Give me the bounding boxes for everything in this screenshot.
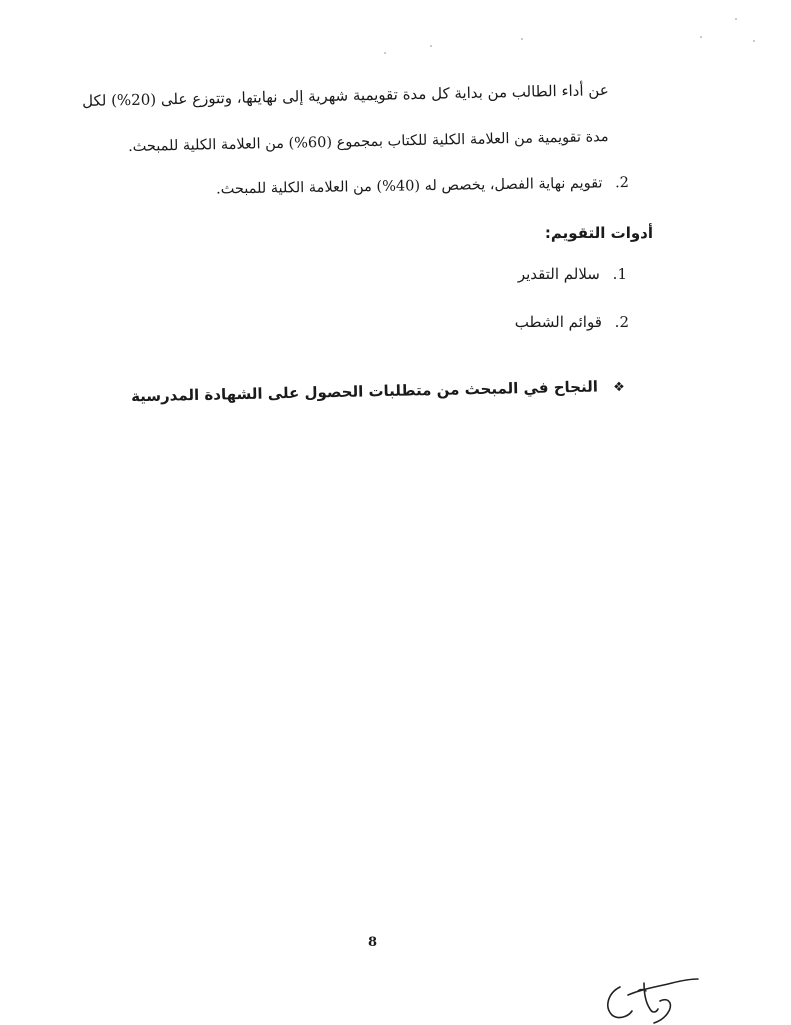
tool-item-2 (515, 313, 629, 331)
scan-speck (735, 18, 737, 20)
tool-item-1 (518, 265, 627, 283)
item-number: 2. (615, 175, 630, 192)
tool-number: 1. (612, 265, 627, 283)
page-number: 8 (368, 935, 378, 950)
scan-speck (521, 38, 523, 40)
handwritten-signature (598, 965, 708, 1025)
paragraph-line-2: مدة تقويمية من العلامة الكلية للكتاب بمجموع (60%) من العلامة الكلية للمبحث. (128, 129, 610, 156)
scan-speck (753, 40, 755, 42)
item-text: تقويم نهاية الفصل، يخصص له (40%) من العلامة الكلية للمبحث. (215, 175, 603, 198)
scan-speck (700, 36, 702, 38)
note-text: النجاح في المبحث من متطلبات الحصول على الشهادة المدرسية (131, 377, 599, 406)
evaluation-item-2 (216, 173, 629, 199)
tool-label: قوائم الشطب (514, 313, 602, 331)
scan-speck (430, 45, 432, 47)
tool-number: 2. (614, 313, 629, 331)
tools-heading: أدوات التقويم: (544, 224, 653, 242)
success-requirement-note (131, 377, 625, 405)
diamond-bullet-icon: ❖ (613, 380, 626, 396)
paragraph-line-1: عن أداء الطالب من بداية كل مدة تقويمية شهرية إلى نهايتها، وتتوزع على (20%) لكل (82, 81, 610, 111)
scan-speck (384, 52, 386, 54)
tool-label: سلالم التقدير (517, 265, 600, 283)
